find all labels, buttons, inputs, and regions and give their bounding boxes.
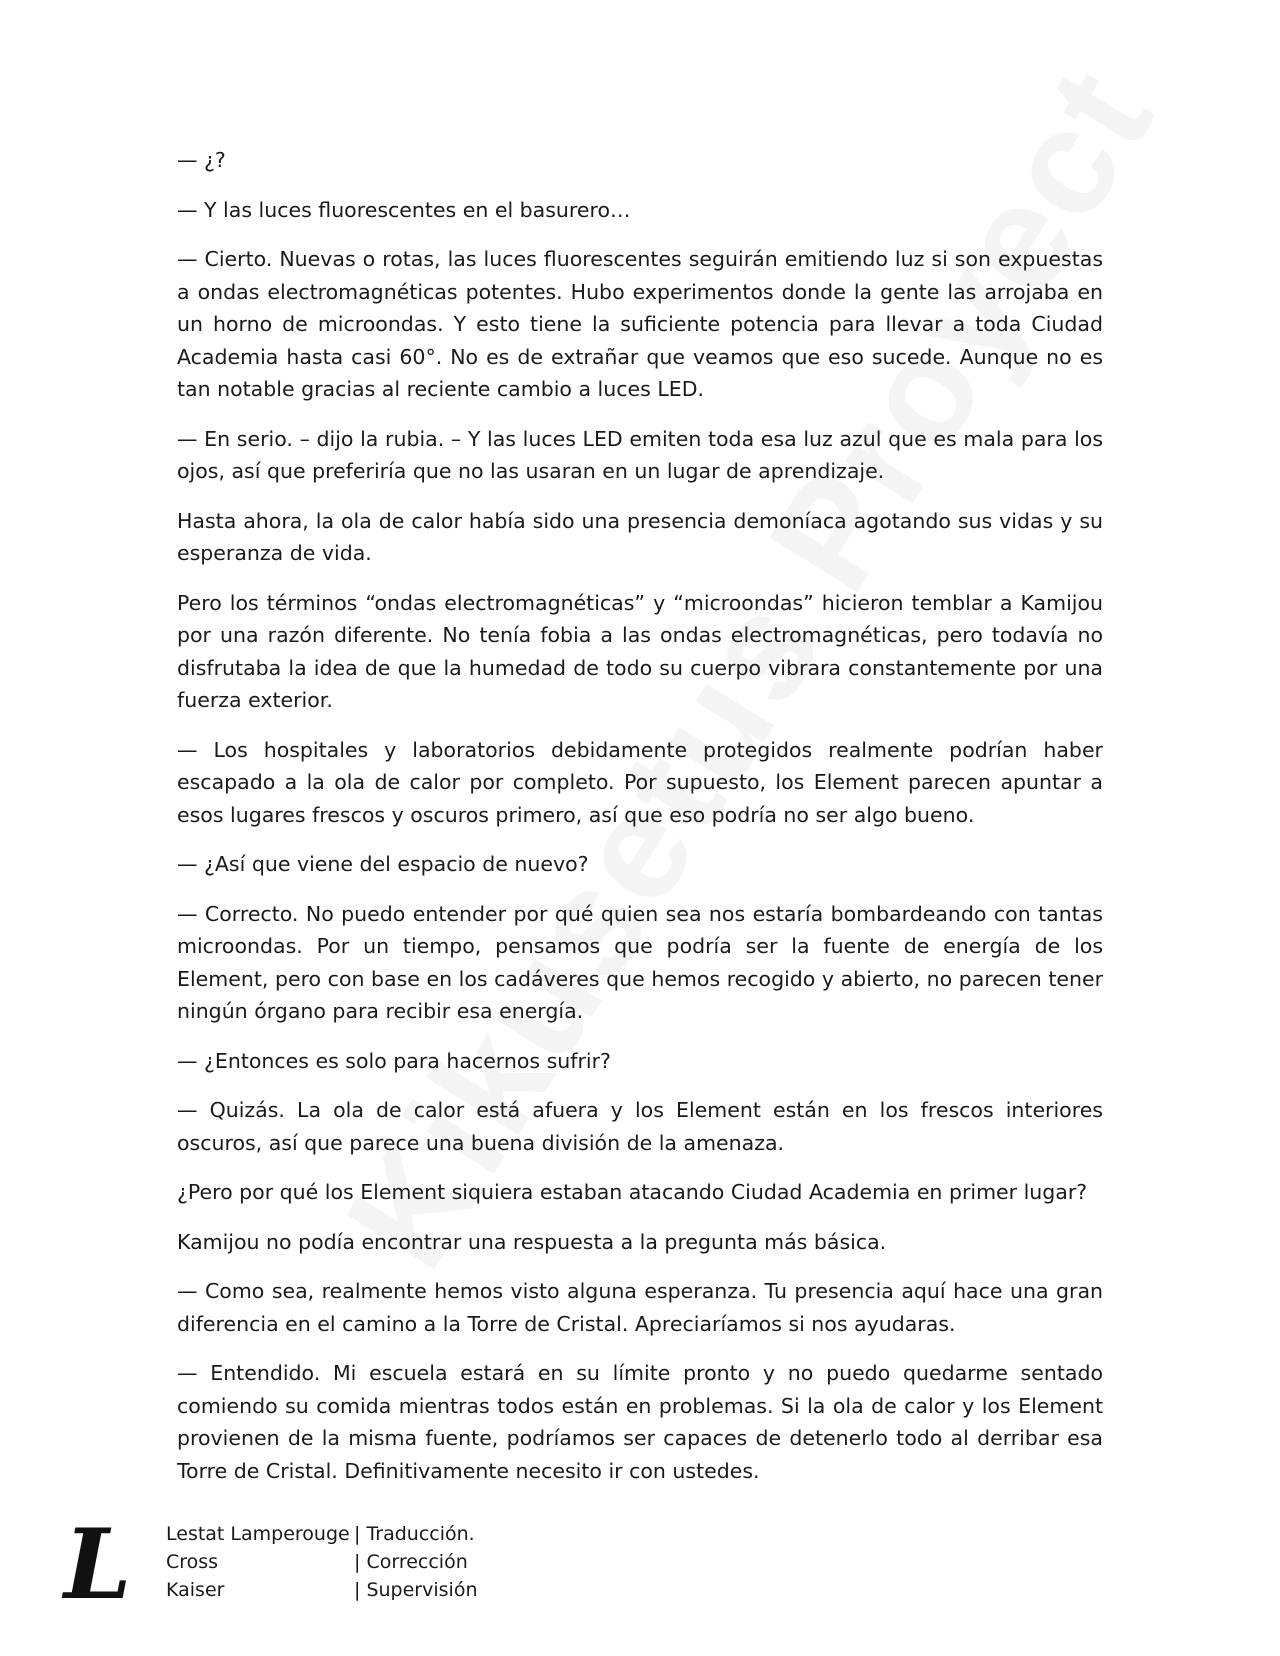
paragraph: — Quizás. La ola de calor está afuera y los Element están en los frescos interiores oscuros, así que parece una buena división de la amenaza. <box>177 1098 1103 1155</box>
credit-role: | Corrección <box>354 1548 468 1576</box>
paragraph: — ¿Entonces es solo para hacernos sufrir? <box>177 1048 611 1073</box>
credit-name: Lestat Lamperouge <box>166 1523 350 1545</box>
credits-list <box>166 1520 477 1604</box>
paragraph: Pero los términos “ondas electromagnéticas” y “microondas” hicieron temblar a Kamijou por una razón diferente. No tenía fobia a las ondas electromagnéticas, pero todavía no disfrutaba la idea de que la humedad de todo su cuerpo vibrara constantemente por una fuerza exterior. <box>177 590 1103 712</box>
credit-name: Cross <box>166 1551 219 1573</box>
paragraph: ¿Pero por qué los Element siquiera estaban atacando Ciudad Academia en primer lugar? <box>177 1180 1088 1204</box>
paragraph: — Los hospitales y laboratorios debidamente protegidos realmente podrían haber escapado a la ola de calor por completo. Por supuesto, los Element parecen apuntar a esos lugares frescos y oscuros primero, así que eso podría no ser algo bueno. <box>177 737 1103 827</box>
paragraph: — Entendido. Mi escuela estará en su límite pronto y no puedo quedarme sentado comiendo su comida mientras todos están en problemas. Si la ola de calor y los Element provienen de la misma fuente, podríamos ser capaces de detenerlo todo al derribar esa Torre de Cristal. Definitivamente necesito ir con ustedes. <box>177 1361 1103 1483</box>
credit-row <box>166 1548 477 1576</box>
credit-row <box>166 1576 477 1604</box>
paragraph: — ¿Así que viene del espacio de nuevo? <box>177 852 589 876</box>
credits-footer <box>64 1508 584 1630</box>
paragraph: — Correcto. No puedo entender por qué quien sea nos estaría bombardeando con tantas microondas. Por un tiempo, pensamos que podría ser la fuente de energía de los Element, pero con base en los cadáveres que hemos recogido y abierto, no parecen tener ningún órgano para recibir esa energía. <box>177 901 1103 1023</box>
paragraph: — Y las luces fluorescentes en el basurero… <box>177 197 631 222</box>
paragraph: — Como sea, realmente hemos visto alguna esperanza. Tu presencia aquí hace una gran diferencia en el camino a la Torre de Cristal. Apreciaríamos si nos ayudaras. <box>177 1279 1103 1336</box>
credit-name: Kaiser <box>166 1579 225 1601</box>
paragraph: Kamijou no podía encontrar una respuesta a la pregunta más básica. <box>177 1229 887 1254</box>
paragraph: — En serio. – dijo la rubia. – Y las luces LED emiten toda esa luz azul que es mala para los ojos, así que preferiría que no las usaran en un lugar de aprendizaje. <box>177 426 1103 483</box>
paragraph: — ¿? <box>177 148 226 172</box>
body-text <box>177 144 1103 1504</box>
paragraph: — Cierto. Nuevas o rotas, las luces fluorescentes seguirán emitiendo luz si son expuestas a ondas electromagnéticas potentes. Hubo experimentos donde la gente las arrojaba en un horno de microondas. Y esto tiene la suficiente potencia para llevar a toda Ciudad Academia hasta casi 60°. No es de extrañar que veamos que eso sucede. Aunque no es tan notable gracias al reciente cambio a luces LED. <box>177 247 1103 401</box>
credit-role: | Traducción. <box>354 1520 475 1548</box>
l-logo-icon: L <box>64 1508 132 1621</box>
paragraph: Hasta ahora, la ola de calor había sido una presencia demoníaca agotando sus vidas y su esperanza de vida. <box>177 508 1103 565</box>
credit-row <box>166 1520 477 1548</box>
credit-role: | Supervisión <box>354 1576 477 1604</box>
